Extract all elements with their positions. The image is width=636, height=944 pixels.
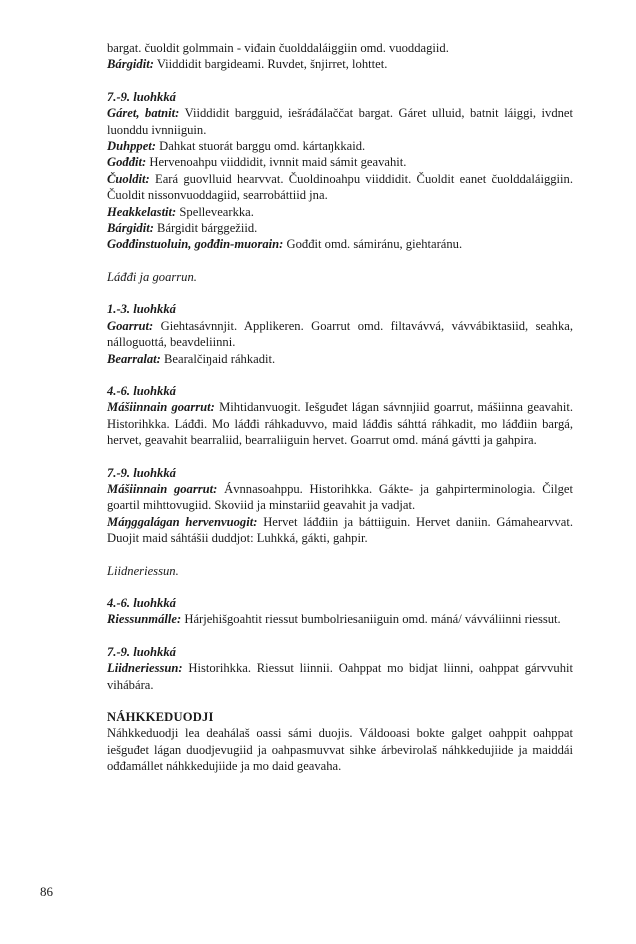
page-number: 86 (40, 884, 53, 899)
entry (107, 154, 573, 170)
term: Čuoldit: (107, 171, 150, 186)
entry (107, 204, 573, 220)
term-text: Eará guovlluid hearvvat. Čuoldinoahpu viiddidit. Čuoldit eanet čuolddaláiggiin. Čuoldit nissonvuoddagiid, searrobáttiid jna. (107, 171, 574, 203)
chapter-title: NÁHKKEDUODJI (107, 710, 214, 724)
term-text: Hárjehišgoahtit riessut bumbolriesaniiguin omd. máná/ vávváliinni riessut. (184, 612, 561, 627)
term-text: Viiddidit bargguid, iešráđálaččat bargat. Gáret ulluid, batnit láiggi, ivdnet luonddu ivnniiguin. (107, 106, 574, 137)
entry (107, 481, 573, 514)
intro-line: bargat. čuoldit golmmain - viđain čuolddaláiggiin omd. vuoddagiid. (107, 41, 449, 55)
term-text: Giehtasávnnjit. Applikeren. Goarrut omd. filtavávvá, vávvábiktasiid, seahka, nálloguottá, beavdeliinni. (107, 318, 573, 350)
class-heading: 7.-9. luohkká (107, 89, 176, 104)
entry (107, 611, 573, 627)
term: Bárgidit: (107, 221, 154, 236)
class-heading: 4.-6. luohkká (107, 595, 176, 610)
term: Bearralat: (107, 351, 161, 366)
intro-paragraph (107, 56, 573, 72)
class-heading: 4.-6. luohkká (107, 383, 176, 398)
term: Liidneriessun: (107, 661, 183, 676)
entry (107, 236, 573, 252)
section-title: Liidneriessun. (107, 563, 179, 578)
term: Gođđinstuoluin, gođđin-muorain: (107, 237, 284, 252)
entry (107, 514, 573, 547)
term-text: Spellevearkka. (179, 204, 254, 219)
term-text: Bárgidit bárggežiid. (157, 221, 258, 236)
entry (107, 171, 573, 204)
term: Duhppet: (107, 139, 156, 154)
term: Gođđit: (107, 155, 147, 170)
term-text: Gođđit omd. sámiránu, giehtaránu. (286, 237, 463, 252)
chapter-intro: Náhkkeduodji lea deahálaš oassi sámi duojis. Váldooasi bokte galget oahppit oahppat iešguđet lágan duodjevugiid ja oahpasmuvvat sihke árbevirolaš náhkkedujiide ja maiddái ođđamállet náhkkedujiide ja mo daid geavaha. (107, 726, 573, 774)
entry (107, 220, 573, 236)
term: Goarrut: (107, 318, 154, 333)
term: Heakkelastit: (107, 204, 177, 219)
term: Máŋggalágan hervenvuogit: (107, 514, 258, 529)
entry (107, 138, 573, 154)
class-heading: 7.-9. luohkká (107, 465, 176, 480)
term-text: Historihkka. Riessut liinnii. Oahppat mo bidjat liinni, oahppat gárvvuhit vihábára. (107, 661, 573, 692)
term-text: Viiddidit bargideami. Ruvdet, šnjirret, lohttet. (156, 57, 388, 72)
term-text: Dahkat stuorát barggu omd. kártaŋkkaid. (159, 139, 366, 154)
class-heading: 1.-3. luohkká (107, 302, 176, 317)
term: Gáret, batnit: (107, 106, 180, 121)
entry (107, 660, 573, 693)
term-text: Hervenoahpu viiddidit, ivnnit maid sámit geavahit. (149, 155, 407, 170)
term-text: Hervet láđđiin ja báttiiguin. Hervet daniin. Gámahearvvat. Duojit maid sáhtášii duddjot: Luhkká, gákti, gahpir. (107, 514, 573, 546)
page-content (107, 40, 573, 775)
term-text: Ávnnasoahppu. Historihkka. Gákte- ja gahpirterminologia. Čilget goartil mihttovugiid. Skoviid ja minstariid geavahit ja vadjat. (107, 481, 573, 513)
term-text: Mihtidanvuogit. Iešguđet lágan sávnnjiid goarrut, mášiinna geavahit. Historihkka. Láđđi. Mo láđđi ráhkaduvvo, maid láđđis sáhttá ráhkadit, mo láđđiin bargá, hervet, geavahit bearraliid, bearraliiguin hervet. Goarrut omd. máná gávtti ja gahpira. (107, 400, 573, 448)
term: Mášiinnain goarrut: (107, 400, 215, 415)
class-heading: 7.-9. luohkká (107, 644, 176, 659)
term: Mášiinnain goarrut: (107, 481, 218, 496)
term: Riessunmálle: (107, 612, 182, 627)
term-text: Bearalčiŋaid ráhkadit. (164, 351, 276, 366)
entry (107, 351, 573, 367)
term: Bárgidit: (107, 57, 154, 72)
entry (107, 105, 573, 138)
section-title: Láđđi ja goarrun. (107, 269, 197, 284)
entry (107, 318, 573, 351)
entry (107, 399, 573, 448)
